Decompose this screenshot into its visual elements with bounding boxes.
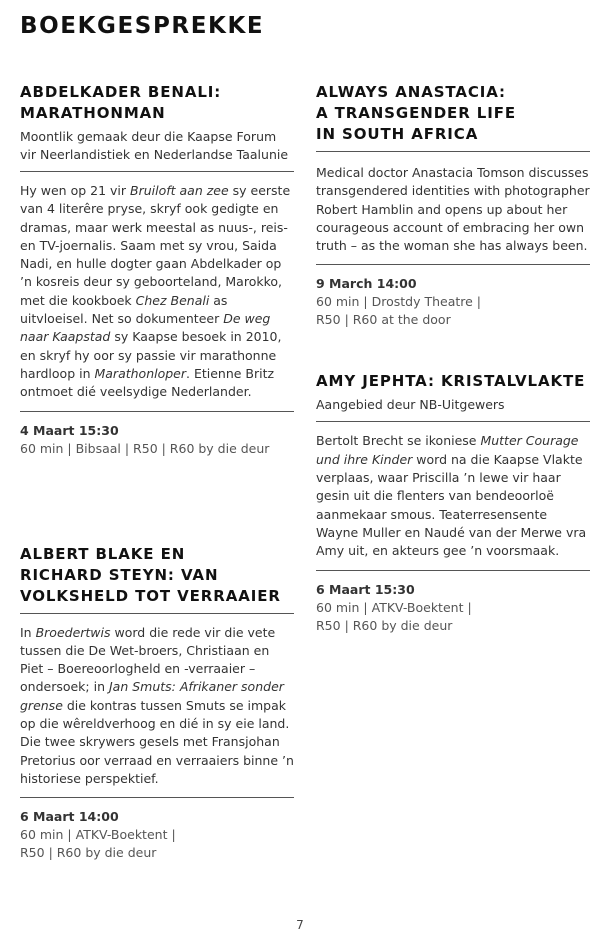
event-title-line: ALWAYS ANASTACIA: xyxy=(316,83,506,101)
event-subtitle xyxy=(20,128,294,172)
event-venue-line: R50 | R60 by die deur xyxy=(316,617,453,633)
event-subtitle xyxy=(316,396,590,422)
event-venue xyxy=(20,826,294,862)
description-text: sy Kaapse besoek in 2010, en skryf hy oor sy passie vir marathonne hardloop in xyxy=(20,329,282,381)
book-title-italic: Marathonloper xyxy=(94,365,187,381)
description-text: . Etienne Britz ontmoet dié veelsydige Nederlander. xyxy=(20,365,275,400)
event-description xyxy=(316,422,590,570)
event-venue xyxy=(20,440,294,458)
page-number: 7 xyxy=(296,918,304,932)
book-title-italic: De weg naar Kaapstad xyxy=(20,311,271,345)
event-title xyxy=(316,371,590,392)
event-title-line: AMY JEPHTA: KRISTALVLAKTE xyxy=(316,372,586,391)
event-title-line: ALBERT BLAKE EN xyxy=(20,544,186,563)
event-title xyxy=(316,82,590,152)
left-column xyxy=(20,82,294,862)
description-text: Hy wen op 21 vir xyxy=(20,183,130,198)
page-title: BOEKGESPREKKE xyxy=(20,13,265,39)
event-title-line: RICHARD STEYN: VAN xyxy=(20,565,219,584)
event-title xyxy=(20,544,294,614)
description-text: Medical doctor Anastacia Tomson discusses transgendered identities with photographer Robert Hamblin and opens up about her courageous account of embracing her own truth – as the woman she has always been. xyxy=(316,165,590,254)
event-title-line: VOLKSHELD TOT VERRAAIER xyxy=(20,586,281,605)
event-venue xyxy=(316,293,590,329)
event-venue xyxy=(316,599,590,635)
description-text: sy eerste van 4 literêre pryse, skryf ook gedigte en dramas, maar werk meestal as nuus-, reis- en TV-joernalis. Saam met sy vrou, Saida Nadi, en hulle dogter gaan Abdelkader op ’n kosreis deur sy geboorteland, Marokko, met die kookboek xyxy=(20,183,291,308)
description-text: word die rede vir die vete tussen die De Wet-broers, Christiaan en Piet – Boereoorlogheld en -verraaier – ondersoek; in xyxy=(20,624,276,695)
event-blake-steyn xyxy=(20,544,294,863)
event-benali xyxy=(20,82,294,458)
description-text: In xyxy=(20,624,36,640)
right-column xyxy=(316,82,590,635)
event-venue-line: 60 min | ATKV-Boektent | xyxy=(20,827,176,843)
book-title-italic: Broedertwis xyxy=(35,624,111,640)
event-subtitle-line: Moontlik gemaak deur die Kaapse Forum xyxy=(20,129,277,144)
event-date-time: 9 March 14:00 xyxy=(316,276,417,292)
event-description xyxy=(316,152,590,265)
book-title-italic: Mutter Courage und ihre Kinder xyxy=(316,433,579,467)
event-venue-line: R50 | R60 by die deur xyxy=(20,845,157,861)
description-text: die kontras tussen Smuts se impak op die wêreldverhoog en dié in sy eie land. Die twee skrywers gesels met Fransjohan Pretorius oor verraad en verraaiers binne ’n historiese perspektief. xyxy=(20,697,294,786)
event-date-time: 6 Maart 15:30 xyxy=(316,581,415,597)
event-title xyxy=(20,82,294,124)
event-date-time: 6 Maart 14:00 xyxy=(20,809,119,825)
event-title-line: ABDELKADER BENALI: xyxy=(20,83,222,101)
event-jephta xyxy=(316,371,590,634)
event-description xyxy=(20,614,294,799)
event-venue-line: R50 | R60 at the door xyxy=(316,312,451,328)
event-venue-line: 60 min | Bibsaal | R50 | R60 by die deur xyxy=(20,440,270,456)
event-title-line: A TRANSGENDER LIFE xyxy=(316,104,516,122)
event-subtitle-line: Aangebied deur NB-Uitgewers xyxy=(316,397,505,413)
description-text: word na die Kaapse Vlakte verplaas, waar Priscilla ’n lewe vir haar gesin uit die flenters van bendeoorloë aanmekaar smous. Teaterresensente Wayne Muller en Naudé van der Merwe vra Amy uit, en akteurs gee ’n voorsmaak. xyxy=(316,451,587,559)
event-venue-line: 60 min | ATKV-Boektent | xyxy=(316,599,472,615)
description-text: Bertolt Brecht se ikoniese xyxy=(316,433,481,449)
event-date-time: 4 Maart 15:30 xyxy=(20,422,119,438)
event-description xyxy=(20,172,294,412)
description-text: as uitvloeisel. Net so dokumenteer xyxy=(20,292,228,327)
book-title-italic: Chez Benali xyxy=(135,292,210,308)
event-venue-line: 60 min | Drostdy Theatre | xyxy=(316,294,482,310)
event-title-line: MARATHONMAN xyxy=(20,104,166,122)
event-anastacia xyxy=(316,82,590,329)
book-title-italic: Jan Smuts: Afrikaner sonder grense xyxy=(20,679,284,713)
book-title-italic: Bruiloft aan zee xyxy=(130,183,229,198)
event-subtitle-line: vir Neerlandistiek en Nederlandse Taalunie xyxy=(20,147,289,162)
event-title-line: IN SOUTH AFRICA xyxy=(316,125,479,143)
